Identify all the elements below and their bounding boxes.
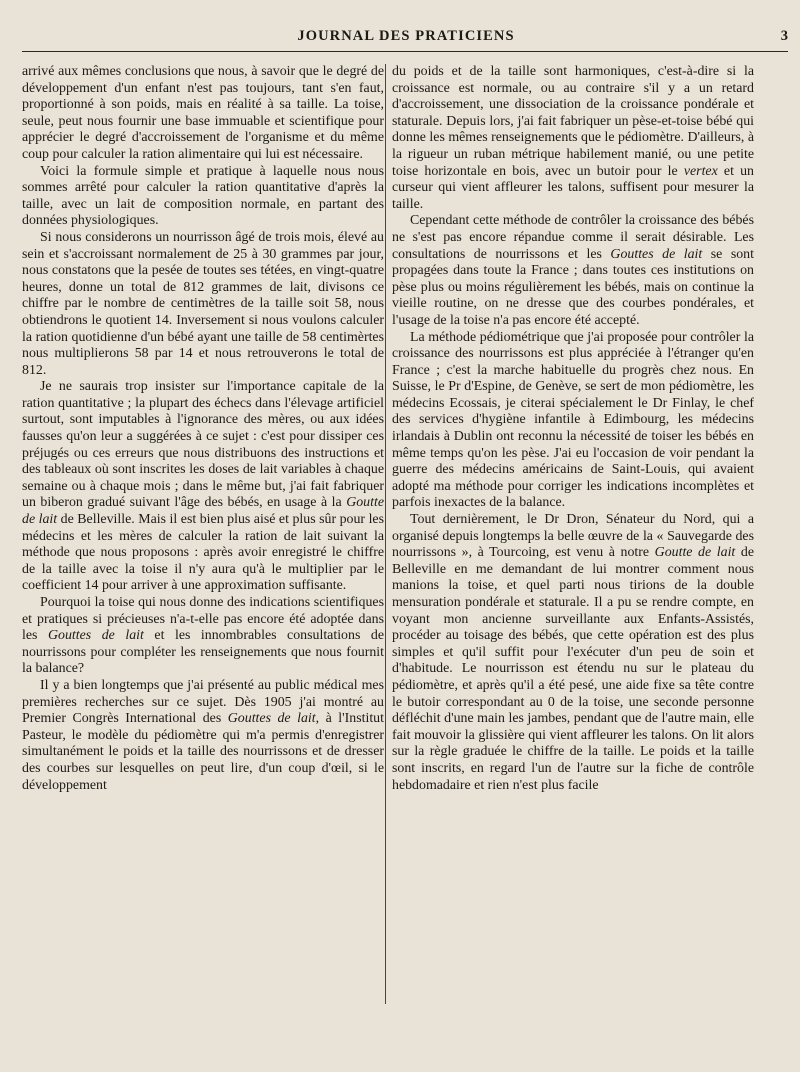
page-header bbox=[22, 26, 790, 50]
left-paragraph-2: Voici la formule simple et pratique à laquelle nous nous sommes arrêté pour calculer la ration quantitative d'après la taille, avec un lait de composition normale, en partant des données physiologiques. bbox=[22, 163, 384, 229]
text-run: de Belleville. Mais il est bien plus aisé et plus sûr pour les médecins et les mères de calculer la ration de lait suivant la méthode que nous proposons : après avoir enregistré le chiffre de la taille avec la toise il n'y aura qu'à le multiplier par le coefficient 14 pour arriver à une approximation suffisante. bbox=[22, 512, 384, 594]
text-run: Pourquoi la toise qui nous donne des indications scientifiques et pratiques si précieuses n'a-t-elle pas encore été adoptée dans les bbox=[22, 595, 384, 644]
right-paragraph-4 bbox=[392, 512, 754, 794]
left-column bbox=[22, 64, 384, 794]
italic-run: Gouttes de lait bbox=[227, 711, 316, 727]
text-run: se sont propagées dans toute la France ; dans toutes ces institutions on pèse plus ou moins régulièrement les bébés, mais on continue la vieille routine, on ne dresse que des courbes pondérales, et l'usage de la toise n'a pas encore été accepté. bbox=[392, 246, 754, 328]
left-paragraph-1: arrivé aux mêmes conclusions que nous, à savoir que le degré de développement d'un enfant n'est pas toujours, tant s'en faut, proportionné à son poids, mais en réalité à sa taille. La toise, seule, peut nous fournir une base immuable et scientifique pour apprécier le degré d'accroissement de l'organisme et du même coup pour calculer la ration alimentaire qui lui est nécessaire. bbox=[22, 64, 384, 162]
right-column bbox=[392, 64, 754, 794]
text-run: Je ne saurais trop insister sur l'importance capitale de la ration quantitative ; la plupart des échecs dans l'élevage artificiel surtout, sont imputables à l'ignorance des mères, ou aux idées fausses qu'on leur a suggérées à ce sujet : c'est pour dissiper ces préjugés ou ces erreurs que nous distribuons des instructions et des tableaux où sont inscrites les doses de lait variables à chaque semaine ou à chaque mois ; dans le même but, j'ai fait fabriquer un biberon gradué suivant l'âge des bébés, en usage à la bbox=[22, 379, 384, 511]
left-paragraph-5 bbox=[22, 595, 384, 678]
page-number: 3 bbox=[780, 28, 788, 44]
italic-run: Goutte de lait bbox=[22, 495, 384, 528]
right-paragraph-3: La méthode pédiométrique que j'ai proposée pour contrôler la croissance des nourrissons est plus appréciée à l'étranger qu'en France ; c'est la marche habituelle du progrès chez nous. En Suisse, le Pr d'Espine, de Genève, se sert de mon pédiomètre, les médecins Ecossais, je citerai spécialement le Dr Finlay, le chef des services d'hygiène infantile à Edimbourg, les médecins irlandais à Dublin ont reconnu la nécessité de toiser les bébés en même temps qu'on les pèse. J'ai eu l'occasion de voir pendant la guerre des médecins américains de Saint-Louis, qui avaient adopté ma méthode pour corriger les indications incomplètes et parfois inexactes de la balance. bbox=[392, 329, 754, 511]
text-run: de Belleville en me demandant de lui montrer comment nous manions la toise, et quel parti nous tirions de la double mensuration pondérale et staturale. Il a pu se rendre compte, en voyant mon ancienne surveillante aux Enfants-Assistés, procéder au toisage des bébés, que cette opération est des plus simples et qu'il suffit pour l'exécuter d'un peu de soin et d'habitude. Le nourrisson est étendu nu sur le plateau du pédiomètre, et après qu'il a été pesé, une aide fixe sa tête contre le butoir correspondant au 0 de la toise, une seconde personne défléchit d'une main les jambes, pendant que de l'autre main, elle fait mouvoir la glissière qui vient affleurer les talons. On lit alors sur la règle graduée le chiffre de la taille. Le poids et la taille sont inscrits, en regard l'un de l'autre sur la fiche de contrôle hebdomadaire et rien n'est plus facile bbox=[392, 545, 755, 793]
text-run: du poids et de la taille sont harmoniques, c'est-à-dire si la croissance est normale, ou au contraire s'il y a un retard d'accroissement, une dissociation de la croissance pondérale et staturale. Depuis lors, j'ai fait fabriquer un pèse-et-toise bébé qui donne les mêmes renseignements que le pédiomètre. D'ailleurs, à la rigueur un ruban métrique habilement manié, ou une petite toise horizontale en bois, avec un butoir pour le bbox=[392, 64, 754, 179]
column-divider bbox=[385, 64, 386, 1004]
left-paragraph-6 bbox=[22, 678, 384, 794]
right-paragraph-2 bbox=[392, 213, 754, 329]
italic-run: Gouttes de lait bbox=[47, 628, 144, 644]
text-run: Cependant cette méthode de contrôler la croissance des bébés ne s'est pas encore répandue comme il serait désirable. Les consultations de nourrissons et les bbox=[392, 213, 754, 262]
left-paragraph-4 bbox=[22, 379, 384, 595]
italic-run: Goutte de lait bbox=[654, 545, 736, 561]
text-run: et les innombrables consultations de nourrissons pour compléter les renseignements que nous fournit la balance? bbox=[22, 628, 384, 677]
journal-title: JOURNAL DES PRATICIENS bbox=[297, 28, 515, 44]
italic-run: Gouttes de lait bbox=[610, 246, 703, 262]
left-paragraph-3: Si nous considerons un nourrisson âgé de trois mois, élevé au sein et s'accroissant normalement de 25 à 30 grammes par jour, nous constatons que la pesée de toutes ses tétées, en vingt-quatre heures, donne un total de 812 grammes de lait, divisons ce chiffre par le nombre de centimètres de la taille soit 58, nous obtiendrons le quotient 14. Inversement si nous voulons calculer la ration quotidienne d'un bébé ayant une taille de 58 centimèrtes nous multiplierons 58 par 14 et nous retrouverons le total de 812. bbox=[22, 229, 384, 378]
text-run: Il y a bien longtemps que j'ai présenté au public médical mes premières recherches sur ce sujet. Dès 1905 j'ai montré au Premier Congrès International des bbox=[22, 677, 384, 727]
text-run: Tout dernièrement, le Dr Dron, Sénateur du Nord, qui a organisé depuis longtemps la belle œuvre de la « Sauvegarde des nourrissons », à Tourcoing, est venu à notre bbox=[392, 512, 754, 561]
italic-run: vertex bbox=[683, 163, 718, 179]
text-run: et un curseur qui vient affleurer les talons, suffisent pour mesurer la taille. bbox=[392, 163, 754, 212]
header-rule bbox=[22, 51, 788, 52]
text-run: , à l'Institut Pasteur, le modèle du pédiomètre qui m'a permis d'enregistrer simultanément le poids et la taille des nourrissons et de dresser des courbes sur lesquelles on peut lire, d'un coup d'œil, si le développement bbox=[22, 711, 384, 793]
right-paragraph-1 bbox=[392, 64, 754, 213]
